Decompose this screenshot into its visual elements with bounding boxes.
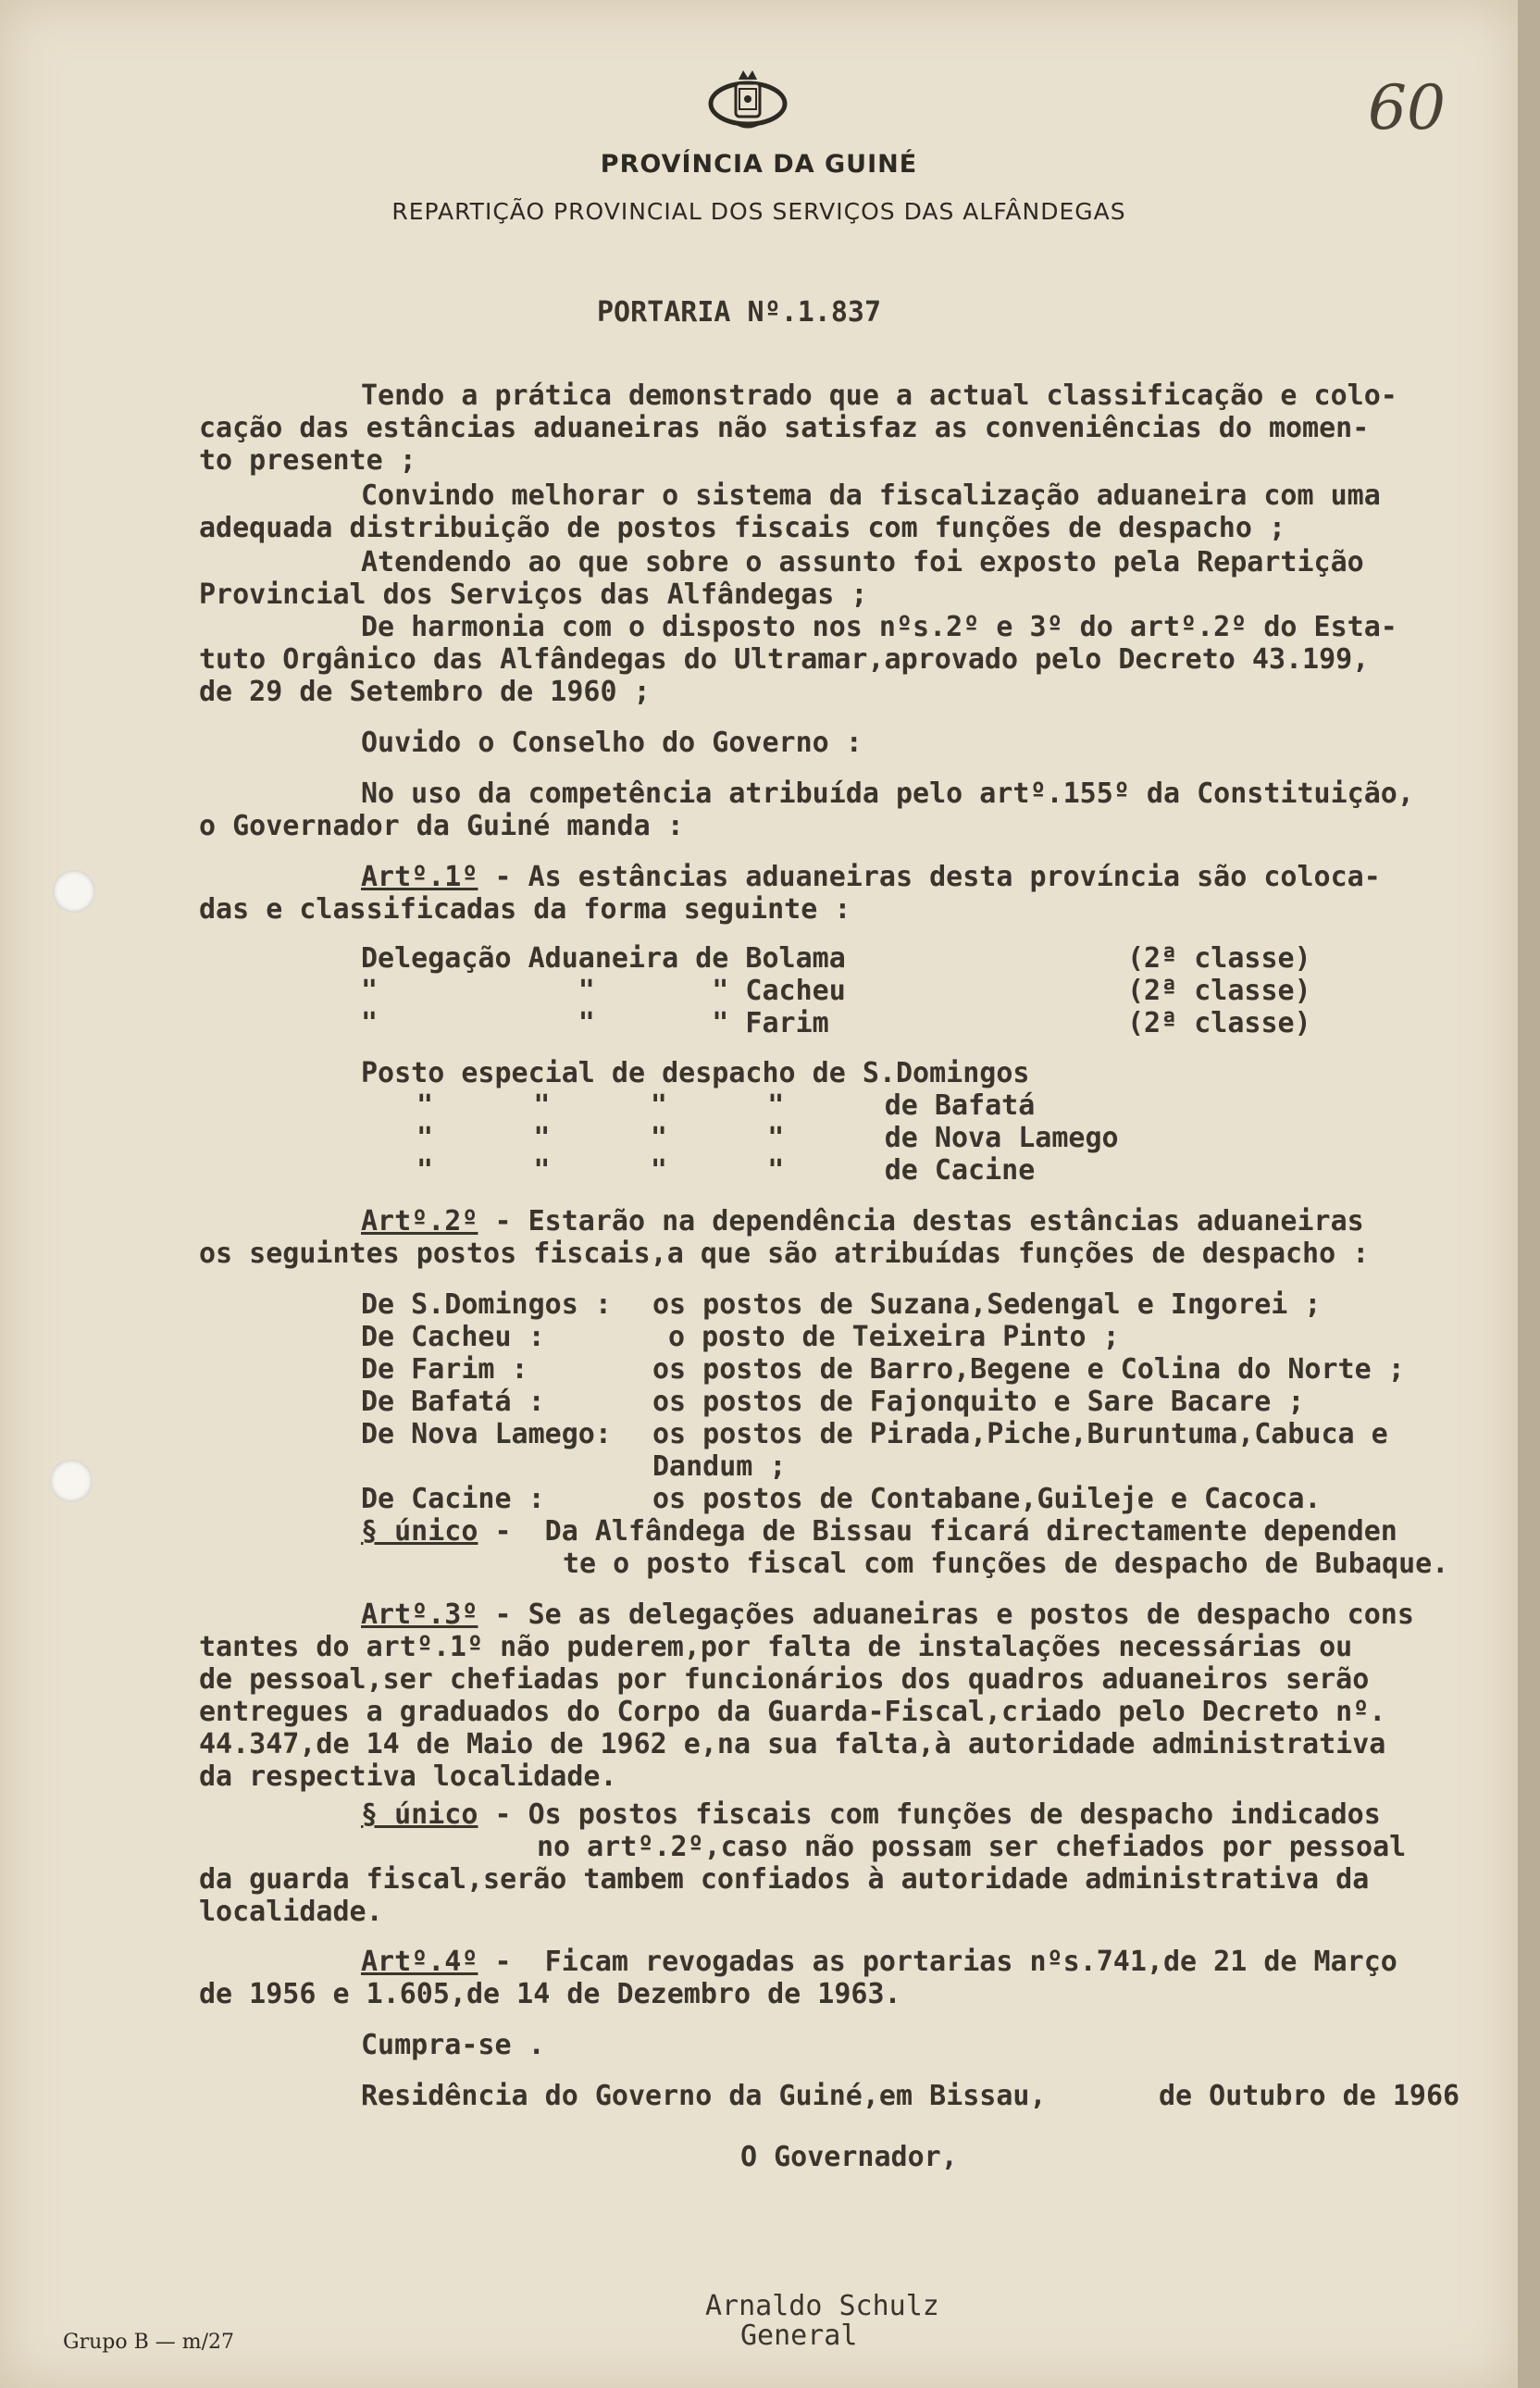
- post-origin: De Cacine :: [361, 1483, 545, 1515]
- post-origin: De Cacheu :: [361, 1321, 545, 1353]
- special-post: " " " " de Nova Lamego: [416, 1122, 1119, 1154]
- special-post: " " " " de Bafatá: [416, 1089, 1036, 1122]
- article-4-line: de 1956 e 1.605,de 14 de Dezembro de 1963.: [199, 1978, 901, 2010]
- preamble-line: tuto Orgânico das Alfândegas do Ultramar,aprovado pelo Decreto 43.199,: [199, 643, 1370, 676]
- article-2-heading: Artº.2º - Estarão na dependência destas estâncias aduaneiras: [361, 1205, 1364, 1238]
- delegation-class: (2ª classe): [1127, 975, 1311, 1007]
- article-1-line: das e classificadas da forma seguinte :: [199, 893, 851, 926]
- preamble-line: de 29 de Setembro de 1960 ;: [199, 676, 651, 708]
- post-list: Dandum ;: [652, 1450, 787, 1483]
- special-post: " " " " de Cacine: [416, 1154, 1036, 1187]
- article-3-line: da respectiva localidade.: [199, 1760, 617, 1793]
- post-origin: De S.Domingos :: [361, 1288, 612, 1321]
- governor-title: O Governador,: [740, 2141, 958, 2173]
- post-list: os postos de Pirada,Piche,Buruntuma,Cabuca e: [652, 1418, 1388, 1450]
- preamble-line: Tendo a prática demonstrado que a actual classificação e colo-: [361, 379, 1397, 412]
- article-3-line: entregues a graduados do Corpo da Guarda-Fiscal,criado pelo Decreto nº.: [199, 1696, 1386, 1728]
- preamble-line: Provincial dos Serviços das Alfândegas ;: [199, 578, 868, 611]
- post-origin: De Bafatá :: [361, 1386, 545, 1418]
- article-3-unico-line: no artº.2º,caso não possam ser chefiados por pessoal: [537, 1831, 1407, 1863]
- article-3-unico-line: da guarda fiscal,serão tambem confiados à autoridade administrativa da: [199, 1863, 1370, 1896]
- special-post: Posto especial de despacho de S.Domingos: [361, 1057, 1030, 1089]
- article-3-line: tantes do artº.1º não puderem,por falta de instalações necessárias ou: [199, 1631, 1353, 1663]
- delegation-class: (2ª classe): [1127, 942, 1311, 975]
- page-edge: [1518, 0, 1540, 2388]
- cumpra-se: Cumpra-se .: [361, 2029, 545, 2061]
- delegation-name: " " " Farim: [361, 1007, 829, 1039]
- article-1-heading: Artº.1º - As estâncias aduaneiras desta província são coloca-: [361, 861, 1381, 893]
- article-2-unico-line: te o posto fiscal com funções de despacho de Bubaque.: [563, 1548, 1449, 1580]
- article-1-label: Artº.1º: [361, 861, 478, 893]
- article-3-label: Artº.3º: [361, 1598, 478, 1631]
- article-3-line: 44.347,de 14 de Maio de 1962 e,na sua falta,à autoridade administrativa: [199, 1728, 1386, 1760]
- form-code: Grupo B — m/27: [63, 2331, 235, 2354]
- post-list: os postos de Suzana,Sedengal e Ingorei ;: [652, 1288, 1322, 1321]
- post-list: os postos de Barro,Begene e Colina do Norte ;: [652, 1353, 1405, 1386]
- preamble-line: No uso da competência atribuída pelo artº.155º da Constituição,: [361, 777, 1414, 810]
- post-list: os postos de Contabane,Guileje e Cacoca.: [652, 1483, 1322, 1515]
- article-3-unico-line: localidade.: [199, 1896, 383, 1928]
- post-list: os postos de Fajonquito e Sare Bacare ;: [652, 1386, 1305, 1418]
- article-2-unico: § único - Da Alfândega de Bissau ficará directamente dependen: [361, 1515, 1397, 1548]
- residence-line: Residência do Governo da Guiné,em Bissau,: [361, 2080, 1047, 2112]
- preamble-line: cação das estâncias aduaneiras não satisfaz as conveniências do momen-: [199, 412, 1370, 444]
- post-origin: De Nova Lamego:: [361, 1418, 612, 1450]
- article-2-line: os seguintes postos fiscais,a que são atribuídas funções de despacho :: [199, 1238, 1370, 1270]
- page-number: 60: [1368, 72, 1446, 143]
- department-heading: REPARTIÇÃO PROVINCIAL DOS SERVIÇOS DAS ALFÂNDEGAS: [391, 198, 1126, 225]
- punch-hole: [53, 870, 95, 913]
- issue-date: de Outubro de 1966: [1159, 2080, 1460, 2112]
- punch-hole: [50, 1460, 93, 1502]
- post-origin: De Farim :: [361, 1353, 528, 1386]
- preamble-line: to presente ;: [199, 444, 416, 477]
- preamble-line: o Governador da Guiné manda :: [199, 810, 684, 842]
- preamble-line: Convindo melhorar o sistema da fiscalização aduaneira com uma: [361, 479, 1381, 512]
- signer-rank: General: [740, 2320, 858, 2352]
- delegation-name: Delegação Aduaneira de Bolama: [361, 942, 846, 975]
- portaria-title: PORTARIA Nº.1.837: [597, 296, 882, 329]
- article-3-unico: § único - Os postos fiscais com funções de despacho indicados: [361, 1798, 1381, 1831]
- signer-name: Arnaldo Schulz: [705, 2290, 939, 2322]
- article-3-unico-label: § único: [361, 1798, 478, 1831]
- delegation-name: " " " Cacheu: [361, 975, 846, 1007]
- article-2-label: Artº.2º: [361, 1205, 478, 1238]
- article-4-heading: Artº.4º - Ficam revogadas as portarias nºs.741,de 21 de Março: [361, 1946, 1397, 1978]
- post-list: o posto de Teixeira Pinto ;: [668, 1321, 1120, 1353]
- preamble-line: Atendendo ao que sobre o assunto foi exposto pela Repartição: [361, 546, 1364, 578]
- province-heading: PROVÍNCIA DA GUINÉ: [600, 150, 918, 179]
- preamble-line: adequada distribuição de postos fiscais com funções de despacho ;: [199, 512, 1285, 544]
- delegation-class: (2ª classe): [1127, 1007, 1311, 1039]
- preamble-line: De harmonia com o disposto nos nºs.2º e 3º do artº.2º do Esta-: [361, 611, 1397, 643]
- article-3-heading: Artº.3º - Se as delegações aduaneiras e postos de despacho cons: [361, 1598, 1414, 1631]
- preamble-line: Ouvido o Conselho do Governo :: [361, 727, 863, 759]
- coat-of-arms-icon: [706, 67, 789, 131]
- article-2-unico-label: § único: [361, 1515, 478, 1548]
- article-4-label: Artº.4º: [361, 1946, 478, 1978]
- article-3-line: de pessoal,ser chefiadas por funcionários dos quadros aduaneiros serão: [199, 1663, 1370, 1696]
